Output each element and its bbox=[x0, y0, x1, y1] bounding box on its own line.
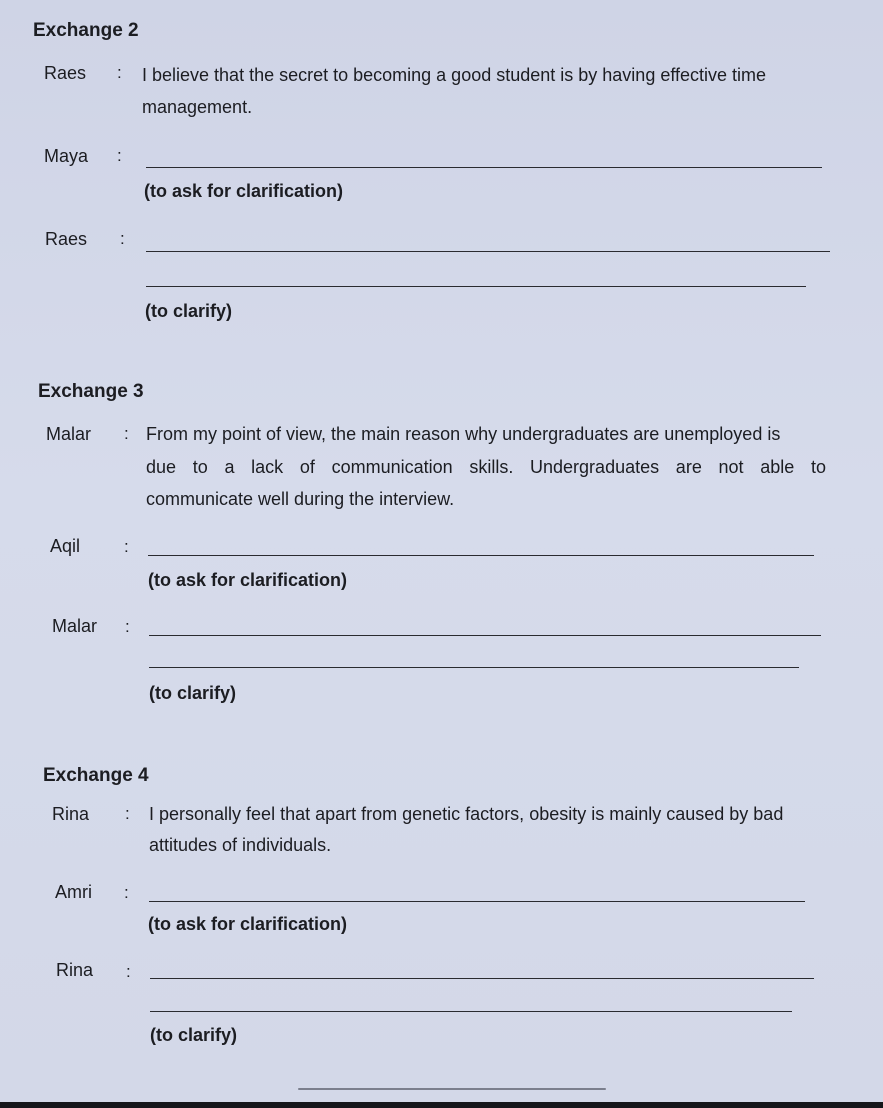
exchange-2-statement-speaker: Raes bbox=[44, 63, 87, 83]
exchange-2-clarify-note: (to clarify) bbox=[145, 301, 233, 321]
bottom-edge-mark bbox=[298, 1088, 606, 1090]
exchange-4-clarify-answer-line-1[interactable] bbox=[150, 978, 814, 979]
exchange-3-clarify-answer-line-1[interactable] bbox=[149, 635, 821, 636]
exchange-4-clarify-note: (to clarify) bbox=[150, 1025, 238, 1045]
exchange-2-clarify-colon: : bbox=[120, 229, 125, 248]
exchange-3-clarify-answer-line-2[interactable] bbox=[149, 667, 799, 668]
exchange-3-statement-speaker: Malar bbox=[46, 424, 92, 444]
exchange-2-statement-line-1: I believe that the secret to becoming a good student is by having effective time bbox=[142, 65, 767, 85]
exchange-4-statement-line-2: attitudes of individuals. bbox=[149, 835, 332, 855]
exchange-2-title: Exchange 2 bbox=[33, 20, 139, 41]
exchange-3-title: Exchange 3 bbox=[38, 381, 144, 402]
exchange-2-question-note: (to ask for clarification) bbox=[144, 181, 344, 201]
exchange-3-question-note: (to ask for clarification) bbox=[148, 570, 348, 590]
exchange-4-clarify-speaker: Rina bbox=[56, 960, 94, 980]
exchange-3-clarify-colon: : bbox=[125, 617, 130, 636]
exchange-2-statement-colon: : bbox=[117, 63, 122, 82]
exchange-2-question-speaker: Maya bbox=[44, 146, 89, 166]
exchange-2-question-answer-line[interactable] bbox=[146, 167, 822, 168]
exchange-2-clarify-speaker: Raes bbox=[45, 229, 88, 249]
exchange-4-question-note: (to ask for clarification) bbox=[148, 914, 348, 934]
exchange-4-question-colon: : bbox=[124, 883, 129, 902]
exchange-3-statement-colon: : bbox=[124, 424, 129, 443]
exchange-4-statement-colon: : bbox=[125, 804, 130, 823]
exchange-2-clarify-answer-line-2[interactable] bbox=[146, 286, 806, 287]
exchange-2-clarify-answer-line-1[interactable] bbox=[146, 251, 830, 252]
exchange-3-statement-line-1: From my point of view, the main reason why undergraduates are unemployed is bbox=[146, 424, 781, 444]
exchange-2-statement-line-2: management. bbox=[142, 97, 253, 117]
exchange-3-question-speaker: Aqil bbox=[50, 536, 81, 556]
exchange-2-question-colon: : bbox=[117, 146, 122, 165]
exchange-4-clarify-answer-line-2[interactable] bbox=[150, 1011, 792, 1012]
exchange-3-statement-line-3: communicate well during the interview. bbox=[146, 489, 455, 509]
exchange-4-statement-speaker: Rina bbox=[52, 804, 90, 824]
exchange-4-statement-line-1: I personally feel that apart from genetic factors, obesity is mainly caused by bad bbox=[149, 804, 784, 824]
exchange-3-clarify-note: (to clarify) bbox=[149, 683, 237, 703]
exchange-3-clarify-speaker: Malar bbox=[52, 616, 98, 636]
exchange-4-question-speaker: Amri bbox=[55, 882, 92, 902]
exchange-3-question-answer-line[interactable] bbox=[148, 555, 814, 556]
exchange-4-clarify-colon: : bbox=[126, 962, 131, 981]
exchange-3-statement-line-2: due to a lack of communication skills. Undergraduates are not able to bbox=[146, 457, 826, 477]
exchange-4-title: Exchange 4 bbox=[43, 765, 149, 786]
exchange-4-question-answer-line[interactable] bbox=[149, 901, 805, 902]
exchange-3-question-colon: : bbox=[124, 537, 129, 556]
screen-bottom-border bbox=[0, 1102, 883, 1108]
